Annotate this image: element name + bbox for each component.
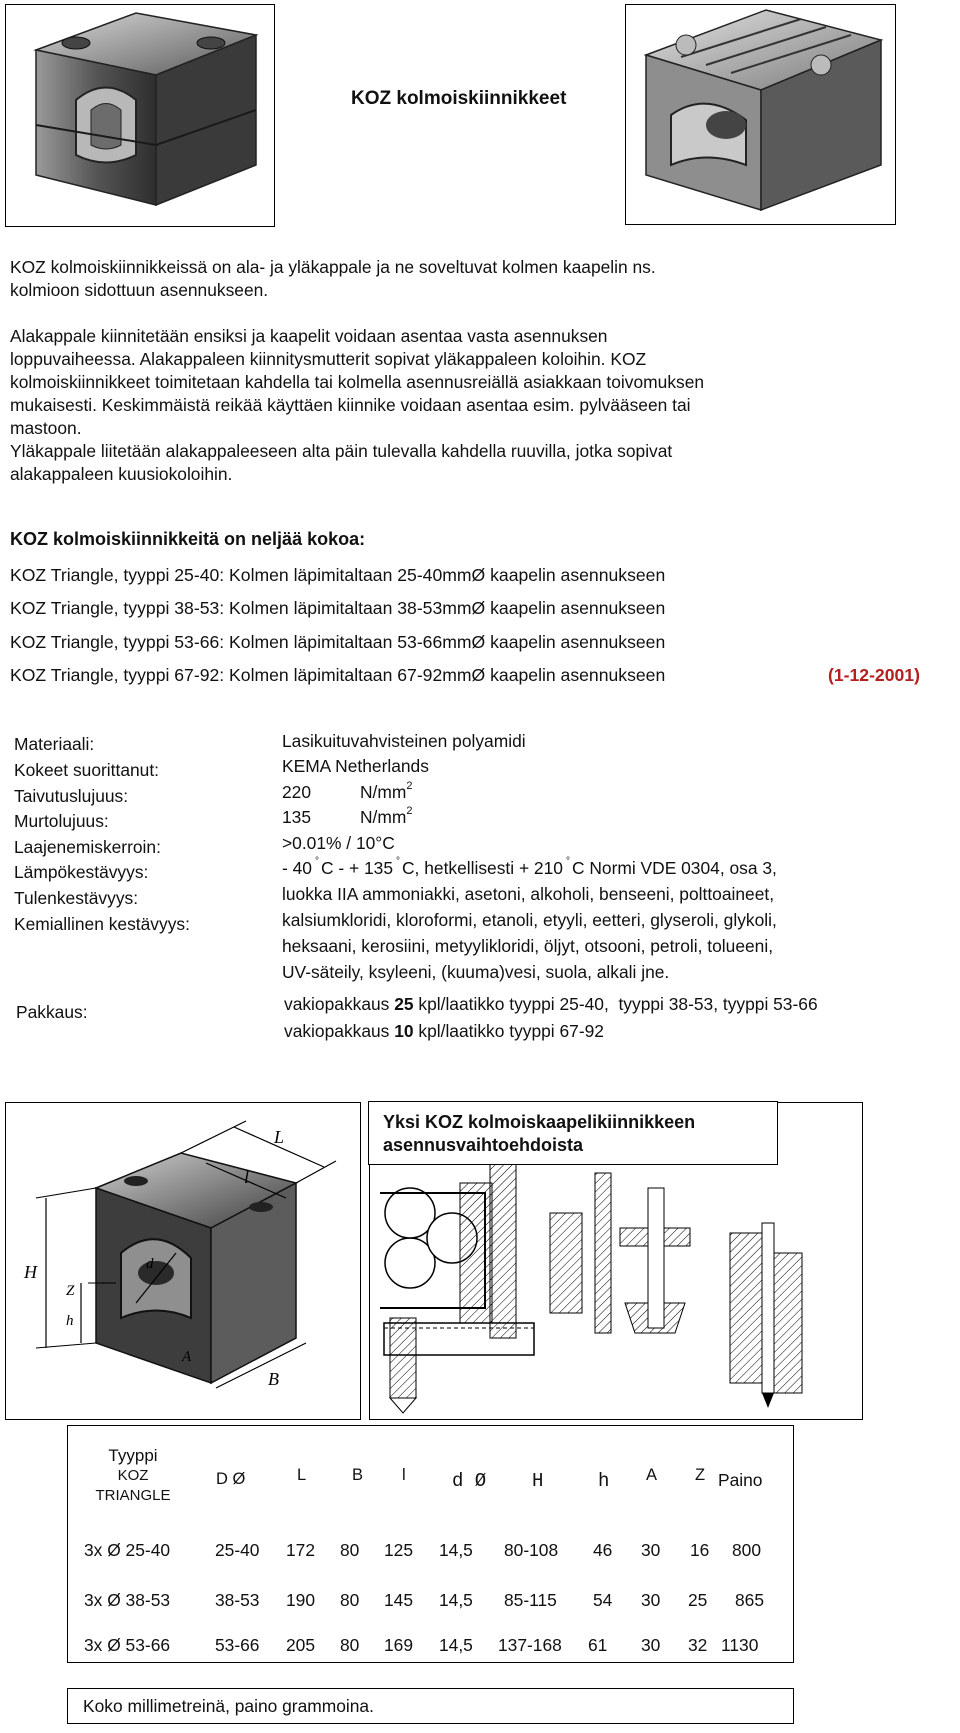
col-header-type-line: TRIANGLE	[95, 1487, 171, 1504]
packaging-line-2	[284, 1021, 604, 1042]
col-header-type-line: KOZ	[117, 1467, 149, 1484]
breaking-unit: N/mm	[360, 807, 407, 827]
bottom-part-illustration	[6, 5, 272, 224]
degree-mark: °	[314, 856, 319, 867]
date-note: (1-12-2001)	[828, 665, 920, 685]
heat-high: C - + 135	[320, 858, 393, 878]
table-cell: 80	[340, 1635, 360, 1655]
sizes-heading: KOZ kolmoiskiinnikkeitä on neljää kokoa:	[10, 529, 366, 549]
body-line: mukaisesti. Keskimmäistä reikää käyttäen kiinnike voidaan asentaa esim. pylvääseen tai	[10, 395, 691, 415]
table-cell: 137-168	[498, 1635, 562, 1655]
spec-label-heat: Lämpökestävyys:	[14, 862, 149, 882]
size-item: KOZ Triangle, tyyppi 67-92: Kolmen läpimitaltaan 67-92mmØ kaapelin asennukseen	[10, 665, 666, 685]
packaging-label: Pakkaus:	[16, 1002, 88, 1022]
top-part-illustration	[626, 5, 893, 222]
resistance-line: UV-säteily, ksyleeni, (kuuma)vesi, suola, alkali jne.	[282, 962, 670, 982]
table-cell: 30	[641, 1635, 661, 1655]
table-cell: 85-115	[504, 1590, 557, 1610]
body-line: loppuvaiheessa. Alakappaleen kiinnitysmutterit sopivat yläkappaleen koloihin. KOZ	[10, 349, 647, 369]
dim-label-Z: Z	[66, 1283, 75, 1299]
heat-low: - 40	[282, 858, 312, 878]
options-title-line: Yksi KOZ kolmoiskaapelikiinnikkeen	[383, 1112, 696, 1132]
installation-options	[369, 1102, 863, 1420]
col-header-H: H	[532, 1470, 544, 1492]
col-header-type-line: Tyyppi	[108, 1446, 158, 1465]
table-cell: 1130	[721, 1635, 759, 1655]
col-header-B: B	[352, 1466, 364, 1484]
table-cell: 80	[340, 1540, 360, 1560]
resistance-line: heksaani, kerosiini, metyylikloridi, öljyt, otsooni, petroli, tolueeni,	[282, 936, 774, 956]
table-cell: 14,5	[439, 1540, 473, 1560]
size-item: KOZ Triangle, tyyppi 25-40: Kolmen läpimitaltaan 25-40mmØ kaapelin asennukseen	[10, 565, 666, 585]
table-cell: 172	[286, 1540, 316, 1560]
dim-label-d: d	[146, 1256, 154, 1272]
size-item: KOZ Triangle, tyyppi 38-53: Kolmen läpimitaltaan 38-53mmØ kaapelin asennukseen	[10, 598, 666, 618]
footnote: Koko millimetreinä, paino grammoina.	[83, 1696, 374, 1716]
spec-label-tested-by: Kokeet suorittanut:	[14, 760, 160, 780]
spec-bending	[282, 782, 413, 803]
table-cell: 125	[384, 1540, 414, 1560]
page-title: KOZ kolmoiskiinnikkeet	[351, 88, 567, 109]
dim-label-B: B	[268, 1369, 279, 1389]
product-photo-top-part	[625, 4, 896, 225]
col-header-dd: d Ø	[452, 1470, 487, 1492]
spec-material: Lasikuituvahvisteinen polyamidi	[282, 731, 526, 751]
resistance-line: luokka IIA ammoniakki, asetoni, alkoholi, benseeni, polttoaineet,	[282, 884, 775, 904]
spec-tested-by: KEMA Netherlands	[282, 756, 429, 776]
body-line: mastoon.	[10, 418, 82, 438]
heat-norm: C Normi VDE 0304, osa 3,	[571, 858, 777, 878]
size-item: KOZ Triangle, tyyppi 53-66: Kolmen läpimitaltaan 53-66mmØ kaapelin asennukseen	[10, 632, 666, 652]
dim-label-h: h	[66, 1313, 74, 1329]
table-cell: 30	[641, 1540, 661, 1560]
body-line: Yläkappale liitetään alakappaleeseen alta päin tulevalla kahdella ruuvilla, jotka sopivat	[10, 441, 673, 461]
table-cell: 190	[286, 1590, 316, 1610]
table-cell: 800	[732, 1540, 762, 1560]
col-header-L: L	[297, 1466, 307, 1484]
product-photo-bottom-part	[5, 4, 275, 227]
table-cell: 53-66	[215, 1635, 260, 1655]
dim-label-L: L	[274, 1127, 285, 1147]
packaging-suffix: kpl/laatikko tyyppi 67-92	[413, 1021, 604, 1041]
spec-expansion: >0.01% / 10°C	[282, 833, 395, 853]
table-cell: 169	[384, 1635, 414, 1655]
bending-exponent: 2	[406, 780, 413, 792]
spec-breaking	[282, 807, 413, 828]
spec-heat	[282, 858, 777, 879]
body-line: kolmoiskiinnikkeet toimitetaan kahdella tai kolmella asennusreiällä asiakkaan toivomuksen	[10, 372, 705, 392]
table-cell: 14,5	[439, 1590, 473, 1610]
col-header-Z: Z	[695, 1466, 706, 1484]
table-cell: 865	[735, 1590, 765, 1610]
spec-label-fire: Tulenkestävyys:	[14, 888, 139, 908]
options-title-line: asennusvaihtoehdoista	[383, 1135, 584, 1155]
table-cell: 32	[688, 1635, 708, 1655]
spec-label-breaking: Murtolujuus:	[14, 811, 109, 831]
table-cell: 80	[340, 1590, 360, 1610]
heat-peak: C, hetkellisesti + 210	[402, 858, 563, 878]
table-cell: 25-40	[215, 1540, 260, 1560]
spec-label-chemical: Kemiallinen kestävyys:	[14, 914, 190, 934]
dimension-drawing-illustration	[6, 1103, 358, 1417]
resistance-line: kalsiumkloridi, kloroformi, etanoli, etyyli, eetteri, glyseroli, glykoli,	[282, 910, 777, 930]
intro-paragraph	[10, 256, 950, 486]
bending-unit: N/mm	[360, 782, 407, 802]
packaging-qty: 25	[394, 994, 414, 1014]
col-header-l: l	[402, 1466, 406, 1484]
table-cell: 14,5	[439, 1635, 473, 1655]
body-line: Alakappale kiinnitetään ensiksi ja kaapelit voidaan asentaa vasta asennuksen	[10, 326, 608, 346]
packaging-qty: 10	[394, 1021, 414, 1041]
col-header-A: A	[646, 1466, 658, 1484]
table-cell: 145	[384, 1590, 414, 1610]
bending-value: 220	[282, 782, 312, 802]
table-cell: 25	[688, 1590, 708, 1610]
table-cell-type: 3x Ø 53-66	[84, 1635, 171, 1655]
col-header-weight: Paino	[718, 1470, 763, 1490]
col-header-d: D Ø	[216, 1470, 246, 1488]
intro-line: KOZ kolmoiskiinnikkeissä on ala- ja yläkappale ja ne soveltuvat kolmen kaapelin ns.	[10, 257, 656, 277]
col-header-h: h	[598, 1470, 610, 1492]
dim-label-H: H	[24, 1262, 37, 1282]
options-title-box	[368, 1101, 778, 1165]
packaging-prefix: vakiopakkaus	[284, 1021, 395, 1041]
table-cell: 16	[690, 1540, 710, 1560]
dimension-drawing	[5, 1102, 361, 1420]
table-cell: 205	[286, 1635, 316, 1655]
dim-label-l: l	[244, 1167, 250, 1187]
table-cell: 38-53	[215, 1590, 260, 1610]
table-cell: 54	[593, 1590, 613, 1610]
breaking-value: 135	[282, 807, 312, 827]
table-cell: 80-108	[504, 1540, 559, 1560]
body-line: alakappaleen kuusiokoloihin.	[10, 464, 233, 484]
degree-mark: °	[396, 856, 400, 867]
dimensions-table	[67, 1425, 794, 1663]
dim-label-A: A	[182, 1349, 192, 1365]
packaging-suffix: kpl/laatikko tyyppi 25-40, tyyppi 38-53, tyyppi 53-66	[413, 994, 818, 1014]
degree-mark: °	[565, 856, 570, 867]
footnote-box	[67, 1688, 794, 1724]
table-cell: 61	[588, 1635, 608, 1655]
table-cell-type: 3x Ø 38-53	[84, 1590, 171, 1610]
table-cell: 46	[593, 1540, 613, 1560]
col-header-type	[78, 1446, 188, 1506]
breaking-exponent: 2	[406, 805, 413, 817]
intro-line: kolmioon sidottuun asennukseen.	[10, 280, 269, 300]
spec-label-bending: Taivutuslujuus:	[14, 786, 129, 806]
packaging-prefix: vakiopakkaus	[284, 994, 395, 1014]
spec-label-material: Materiaali:	[14, 734, 95, 754]
packaging-line-1	[284, 994, 818, 1015]
table-cell: 30	[641, 1590, 661, 1610]
spec-label-expansion: Laajenemiskerroin:	[14, 837, 161, 857]
table-cell-type: 3x Ø 25-40	[84, 1540, 171, 1560]
